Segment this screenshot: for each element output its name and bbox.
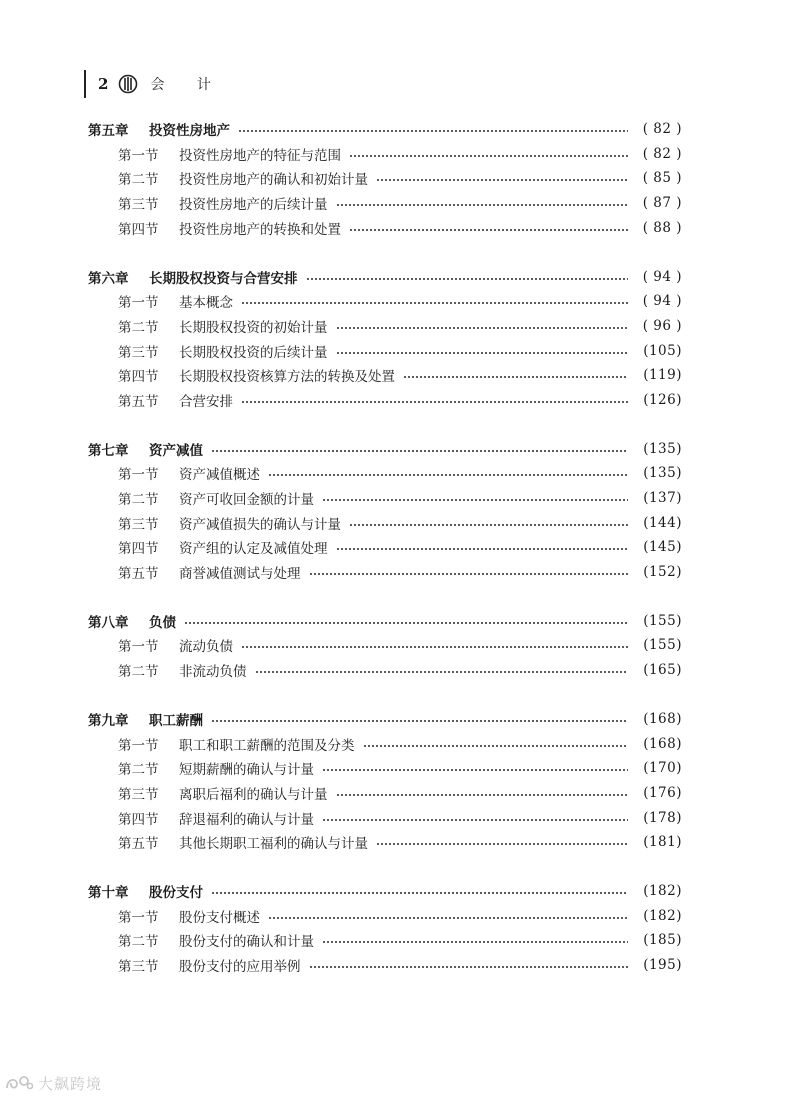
dot-leader <box>211 892 628 894</box>
page-reference: ( 85 ) <box>642 170 682 187</box>
page-number: 2 <box>98 75 109 93</box>
page-reference: (137) <box>643 490 682 507</box>
dot-leader <box>349 155 628 157</box>
section-entry <box>88 289 682 314</box>
page-reference: ( 87 ) <box>642 195 682 212</box>
page-reference: (105) <box>643 342 682 359</box>
section-number: 第四节 <box>118 369 159 386</box>
chapter-title: 负债 <box>149 614 176 631</box>
header-rule <box>84 70 86 98</box>
page-reference: (165) <box>643 662 682 679</box>
section-number: 第一节 <box>118 467 159 484</box>
chapter-title: 长期股权投资与合营安排 <box>149 270 298 287</box>
section-entry <box>88 314 682 339</box>
section-number: 第三节 <box>118 197 159 214</box>
page-reference: ( 94 ) <box>642 268 682 285</box>
section-number: 第二节 <box>118 934 159 951</box>
section-number: 第三节 <box>118 344 159 361</box>
dot-leader <box>211 720 628 722</box>
section-entry <box>88 363 682 388</box>
section-entry <box>88 633 682 658</box>
dot-leader <box>306 278 629 280</box>
section-number: 第四节 <box>118 541 159 558</box>
section-title: 资产组的认定及减值处理 <box>179 541 328 558</box>
chapter-block <box>88 264 682 412</box>
section-title: 股份支付概述 <box>179 909 260 926</box>
chapter-entry <box>88 437 682 462</box>
dot-leader <box>322 499 628 501</box>
page-reference: ( 96 ) <box>642 317 682 334</box>
chapter-number: 第七章 <box>88 442 129 459</box>
section-number: 第四节 <box>118 811 159 828</box>
section-title: 职工和职工薪酬的范围及分类 <box>179 737 355 754</box>
section-entry <box>88 142 682 167</box>
chapter-number: 第八章 <box>88 614 129 631</box>
chapter-entry <box>88 879 682 904</box>
page-reference: (144) <box>643 514 682 531</box>
chapter-block <box>88 707 682 855</box>
page-reference: ( 94 ) <box>642 293 682 310</box>
section-number: 第五节 <box>118 565 159 582</box>
section-title: 长期股权投资的初始计量 <box>179 319 328 336</box>
page-reference: (176) <box>643 784 682 801</box>
page-reference: (181) <box>643 834 682 851</box>
running-title: 会 计 <box>150 77 225 93</box>
section-number: 第三节 <box>118 516 159 533</box>
section-title: 投资性房地产的确认和初始计量 <box>179 172 368 189</box>
page-reference: (152) <box>643 563 682 580</box>
section-title: 离职后福利的确认与计量 <box>179 786 328 803</box>
section-title: 资产可收回金额的计量 <box>179 492 314 509</box>
section-number: 第一节 <box>118 295 159 312</box>
chapter-block <box>88 117 682 240</box>
dot-leader <box>336 327 629 329</box>
dot-leader <box>268 917 628 919</box>
dot-leader <box>255 671 629 673</box>
watermark-logo-icon <box>4 1074 34 1092</box>
dot-leader <box>184 622 628 624</box>
section-title: 投资性房地产的特征与范围 <box>179 147 341 164</box>
section-entry <box>88 215 682 240</box>
dot-leader <box>336 794 629 796</box>
page-reference: (168) <box>643 711 682 728</box>
section-entry <box>88 830 682 855</box>
page-header <box>84 70 225 98</box>
page-reference: (155) <box>643 637 682 654</box>
section-title: 长期股权投资的后续计量 <box>179 344 328 361</box>
section-entry <box>88 387 682 412</box>
section-number: 第一节 <box>118 639 159 656</box>
chapter-title: 资产减值 <box>149 442 203 459</box>
dot-leader <box>403 376 628 378</box>
dot-leader <box>241 302 628 304</box>
section-number: 第二节 <box>118 664 159 681</box>
section-title: 辞退福利的确认与计量 <box>179 811 314 828</box>
section-number: 第一节 <box>118 737 159 754</box>
section-entry <box>88 510 682 535</box>
section-number: 第二节 <box>118 492 159 509</box>
section-title: 流动负债 <box>179 639 233 656</box>
section-number: 第二节 <box>118 762 159 779</box>
dot-leader <box>322 769 628 771</box>
section-number: 第三节 <box>118 786 159 803</box>
section-title: 股份支付的应用举例 <box>179 959 301 976</box>
dot-leader <box>309 966 629 968</box>
page-reference: (135) <box>643 440 682 457</box>
section-entry <box>88 904 682 929</box>
chapter-number: 第九章 <box>88 713 129 730</box>
section-number: 第三节 <box>118 959 159 976</box>
section-entry <box>88 166 682 191</box>
chapter-block <box>88 437 682 585</box>
book-logo-icon <box>118 74 138 94</box>
section-entry <box>88 535 682 560</box>
chapter-block <box>88 879 682 977</box>
section-entry <box>88 781 682 806</box>
section-number: 第一节 <box>118 147 159 164</box>
table-of-contents <box>88 117 682 1002</box>
dot-leader <box>241 401 628 403</box>
dot-leader <box>309 573 629 575</box>
section-title: 其他长期职工福利的确认与计量 <box>179 836 368 853</box>
page-reference: (119) <box>643 367 682 384</box>
section-title: 股份支付的确认和计量 <box>179 934 314 951</box>
page-reference: (182) <box>643 883 682 900</box>
section-entry <box>88 191 682 216</box>
section-entry <box>88 560 682 585</box>
chapter-number: 第十章 <box>88 885 129 902</box>
page-reference: (170) <box>643 760 682 777</box>
dot-leader <box>211 450 628 452</box>
dot-leader <box>363 745 629 747</box>
dot-leader <box>322 819 628 821</box>
section-title: 基本概念 <box>179 295 233 312</box>
chapter-entry <box>88 264 682 289</box>
chapter-entry <box>88 609 682 634</box>
dot-leader <box>336 548 629 550</box>
chapter-number: 第六章 <box>88 270 129 287</box>
dot-leader <box>238 130 628 132</box>
page-reference: (195) <box>643 957 682 974</box>
section-entry <box>88 658 682 683</box>
chapter-title: 股份支付 <box>149 885 203 902</box>
page-reference: (168) <box>643 735 682 752</box>
section-title: 投资性房地产的转换和处置 <box>179 221 341 238</box>
dot-leader <box>376 843 628 845</box>
section-title: 短期薪酬的确认与计量 <box>179 762 314 779</box>
section-entry <box>88 953 682 978</box>
section-entry <box>88 731 682 756</box>
page-reference: ( 82 ) <box>642 121 682 138</box>
section-title: 非流动负债 <box>179 664 247 681</box>
section-number: 第一节 <box>118 909 159 926</box>
dot-leader <box>349 524 628 526</box>
section-title: 商誉减值测试与处理 <box>179 565 301 582</box>
dot-leader <box>376 179 628 181</box>
page-reference: ( 82 ) <box>642 145 682 162</box>
page-reference: (126) <box>643 391 682 408</box>
chapter-entry <box>88 117 682 142</box>
page-reference: (135) <box>643 465 682 482</box>
page-reference: (185) <box>643 932 682 949</box>
section-entry <box>88 928 682 953</box>
section-title: 长期股权投资核算方法的转换及处置 <box>179 369 395 386</box>
section-entry <box>88 486 682 511</box>
section-entry <box>88 805 682 830</box>
watermark <box>4 1072 102 1094</box>
section-title: 资产减值损失的确认与计量 <box>179 516 341 533</box>
section-entry <box>88 338 682 363</box>
page-reference: ( 88 ) <box>642 219 682 236</box>
dot-leader <box>336 204 629 206</box>
page-reference: (178) <box>643 809 682 826</box>
section-title: 资产减值概述 <box>179 467 260 484</box>
section-title: 合营安排 <box>179 393 233 410</box>
dot-leader <box>268 474 628 476</box>
page-reference: (155) <box>643 612 682 629</box>
dot-leader <box>322 941 628 943</box>
chapter-title: 职工薪酬 <box>149 713 203 730</box>
section-number: 第二节 <box>118 319 159 336</box>
watermark-text: 大飙跨境 <box>38 1074 103 1093</box>
dot-leader <box>241 646 628 648</box>
section-title: 投资性房地产的后续计量 <box>179 197 328 214</box>
page-reference: (145) <box>643 539 682 556</box>
page-reference: (182) <box>643 907 682 924</box>
section-entry <box>88 461 682 486</box>
section-number: 第二节 <box>118 172 159 189</box>
chapter-block <box>88 609 682 683</box>
section-number: 第五节 <box>118 836 159 853</box>
dot-leader <box>349 229 628 231</box>
section-number: 第五节 <box>118 393 159 410</box>
chapter-entry <box>88 707 682 732</box>
dot-leader <box>336 352 629 354</box>
chapter-title: 投资性房地产 <box>149 123 230 140</box>
section-number: 第四节 <box>118 221 159 238</box>
chapter-number: 第五章 <box>88 123 129 140</box>
section-entry <box>88 756 682 781</box>
